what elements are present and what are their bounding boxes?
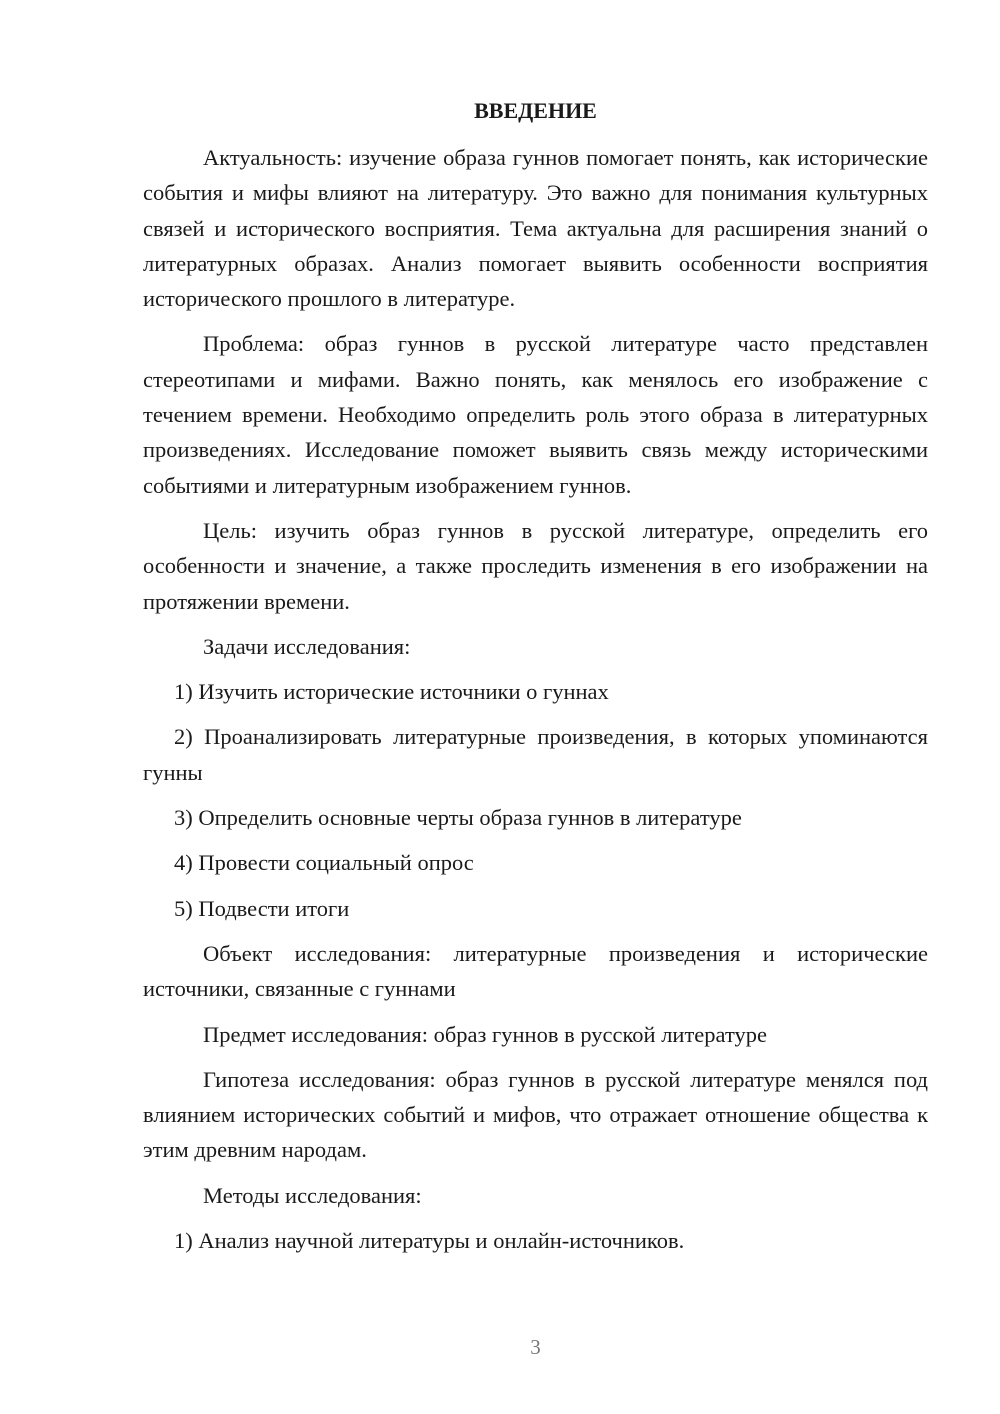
- page-number: 3: [530, 1335, 541, 1359]
- task-item-2: 2) Проанализировать литературные произведения, в которых упоминаются гунны: [143, 724, 928, 785]
- relevance-paragraph: Актуальность: изучение образа гуннов помогает понять, как исторические события и мифы влияют на литературу. Это важно для понимания культурных связей и исторического восприятия. Тема актуальна для расширения знаний о литературных образах. Анализ помогает выявить особенности восприятия исторического прошлого в литературе.: [143, 145, 928, 312]
- task-item-3: 3) Определить основные черты образа гуннов в литературе: [174, 805, 742, 831]
- hypothesis-paragraph: Гипотеза исследования: образ гуннов в русской литературе менялся под влиянием исторических событий и мифов, что отражает отношение общества к этим древним народам.: [143, 1066, 928, 1163]
- task-item-1: 1) Изучить исторические источники о гуннах: [174, 679, 609, 705]
- object-paragraph: Объект исследования: литературные произведения и исторические источники, связанные с гуннами: [143, 940, 928, 1002]
- page-title: ВВЕДЕНИЕ: [474, 98, 597, 123]
- goal-paragraph: Цель: изучить образ гуннов в русской литературе, определить его особенности и значение, а также проследить изменения в его изображении на протяжении времени.: [143, 517, 928, 614]
- problem-paragraph: Проблема: образ гуннов в русской литературе часто представлен стереотипами и мифами. Важно понять, как менялось его изображение с течением времени. Необходимо определить роль этого образа в литературных произведениях. Исследование поможет выявить связь между историческими событиями и литературным изображением гуннов.: [143, 331, 928, 498]
- tasks-heading: Задачи исследования:: [203, 633, 411, 659]
- subject-paragraph: Предмет исследования: образ гуннов в русской литературе: [203, 1021, 767, 1047]
- method-item-1: 1) Анализ научной литературы и онлайн-источников.: [174, 1228, 685, 1254]
- methods-heading: Методы исследования:: [203, 1182, 422, 1208]
- page-content: [143, 93, 928, 1268]
- task-item-4: 4) Провести социальный опрос: [174, 850, 474, 876]
- task-item-5: 5) Подвести итоги: [174, 895, 350, 921]
